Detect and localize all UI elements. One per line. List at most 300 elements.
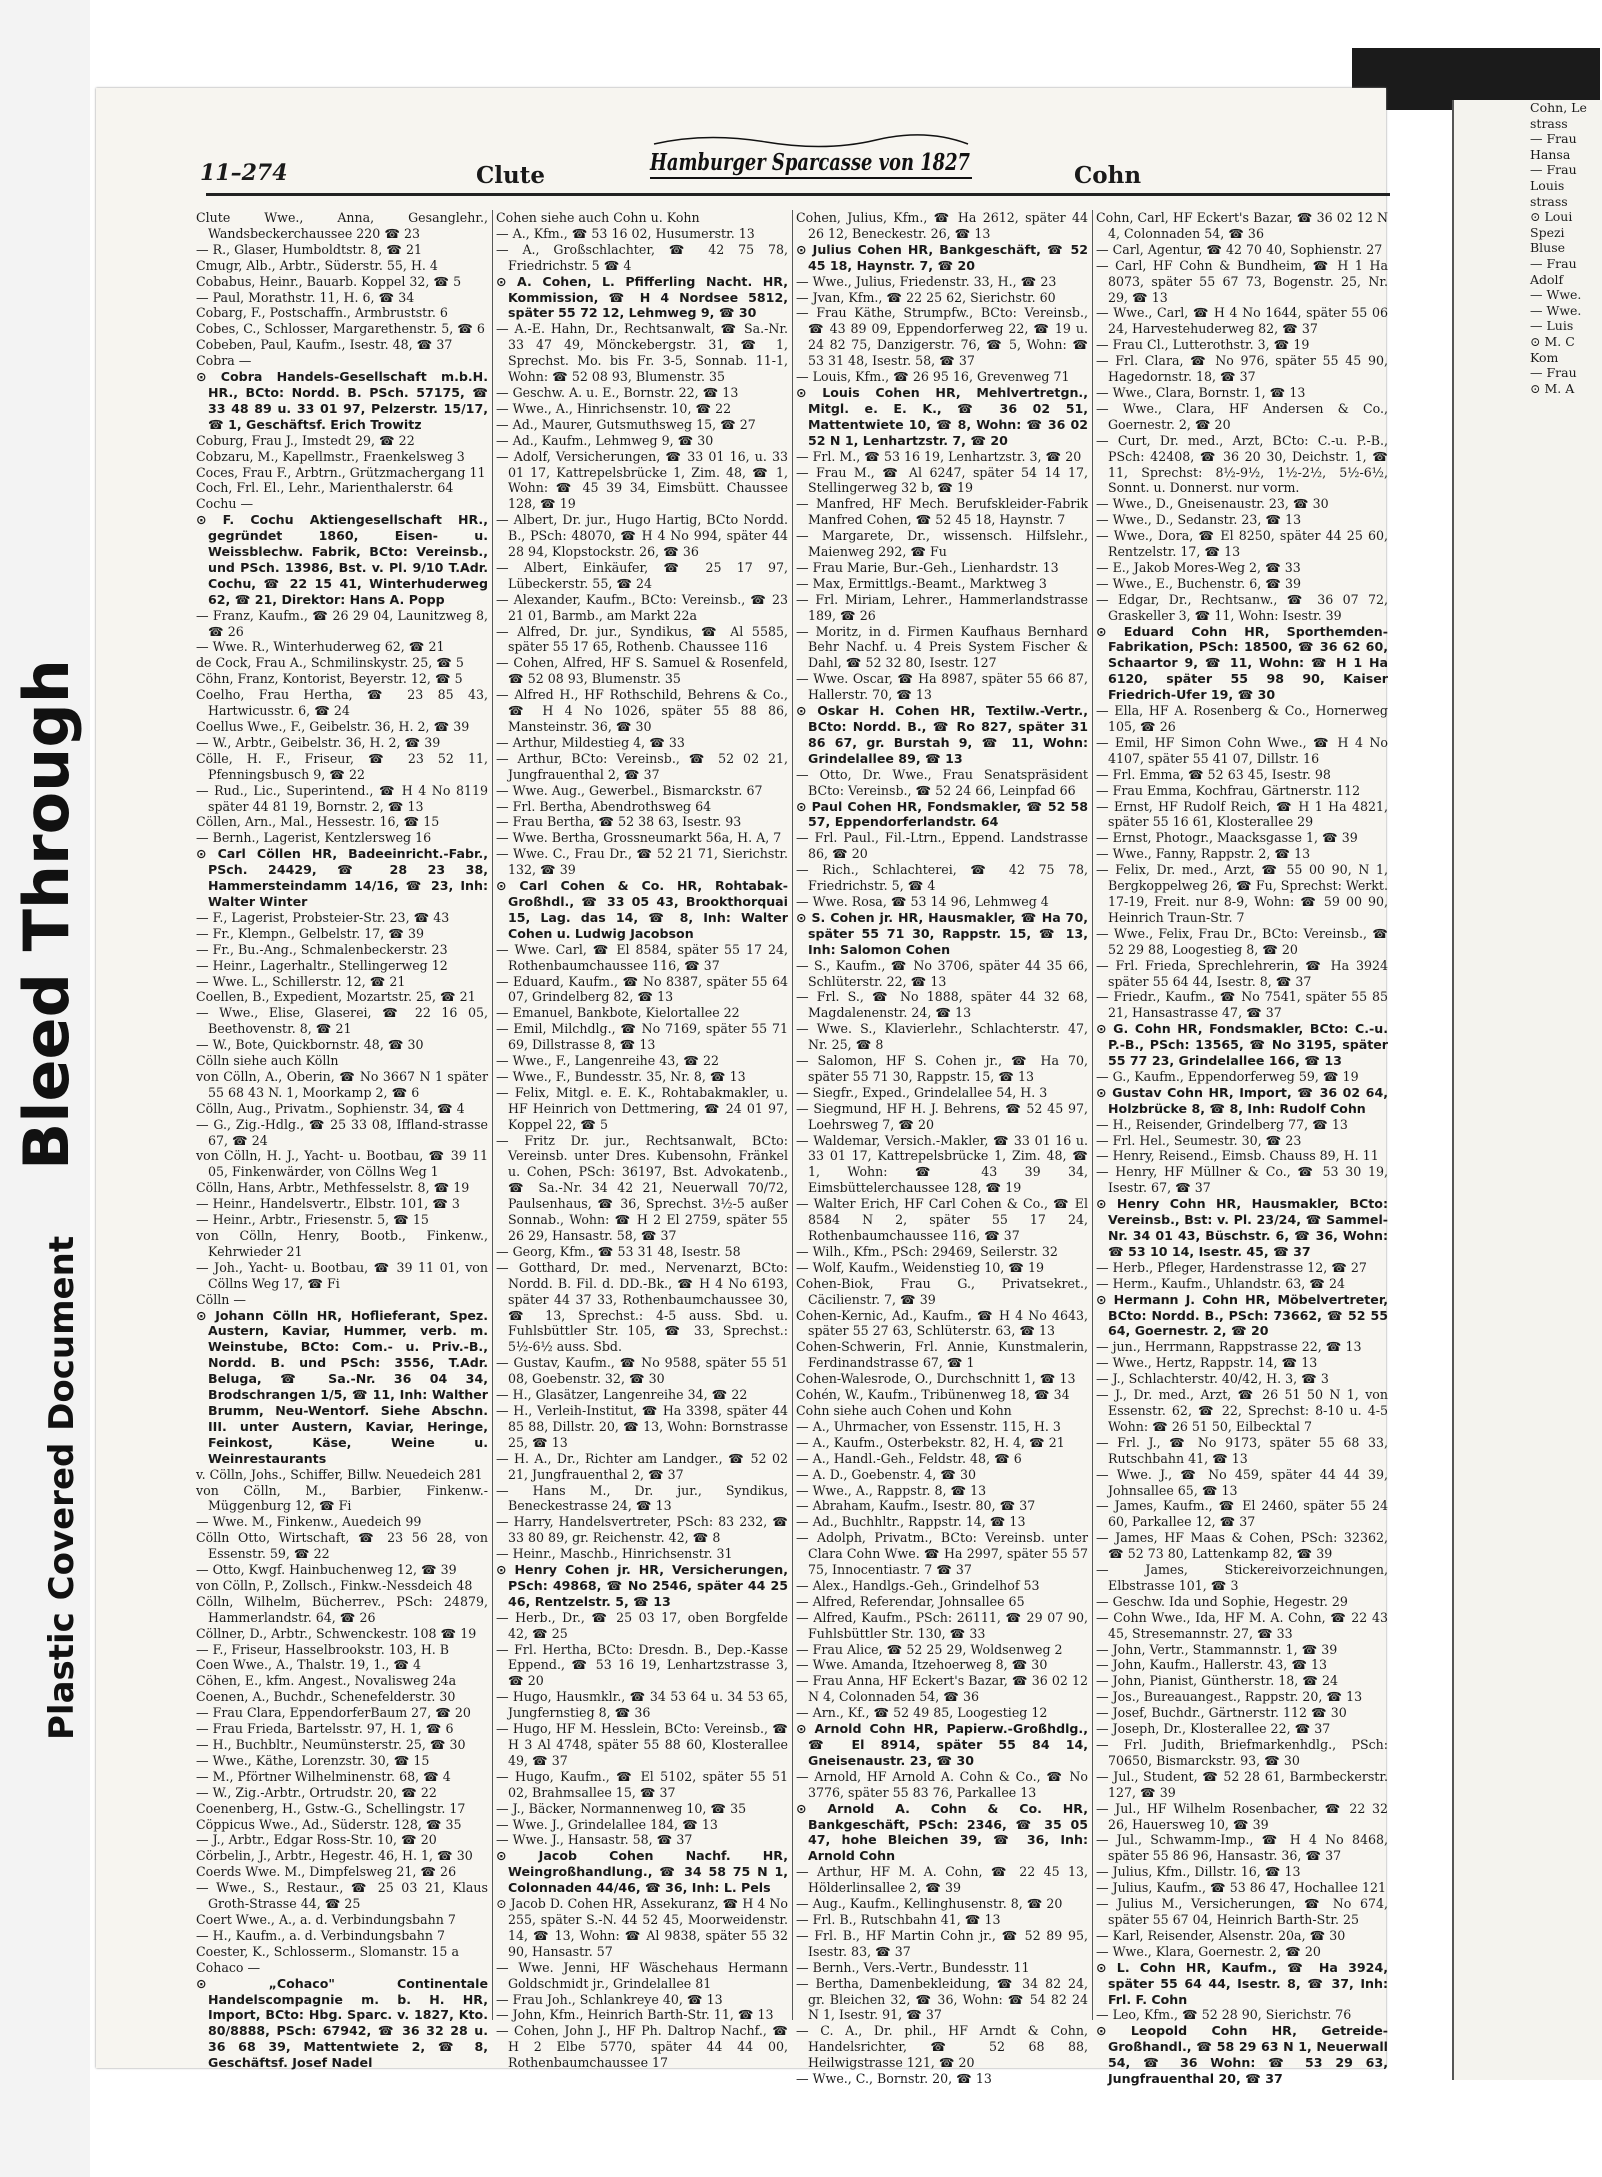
directory-entry: ⊙ Oskar H. Cohen HR, Textilw.-Vertr., BCto: Nordd. B., ☎ Ro 827, später 31 86 67, gr. Burstah 9, ☎ 11, Wohn: Grindelallee 89, ☎ 13 — [796, 703, 1088, 766]
directory-entry: — Jul., Schwamm-Imp., ☎ H 4 No 8468, später 55 86 96, Hansastr. 36, ☎ 37 — [1096, 1832, 1388, 1864]
directory-entry: — Wwe., Felix, Frau Dr., BCto: Vereinsb., ☎ 52 29 88, Loogestieg 8, ☎ 20 — [1096, 925, 1388, 957]
directory-columns — [196, 210, 1388, 2087]
directory-entry: — Frau Marie, Bur.-Geh., Lienhardstr. 13 — [796, 559, 1059, 575]
directory-entry: — Wwe. C., Frau Dr., ☎ 52 21 71, Sierichstr. 132, ☎ 39 — [496, 846, 788, 878]
logo-wordmark: Hamburger Sparcasse von 1827 — [649, 149, 970, 176]
directory-entry: — Bernh., Vers.-Vertr., Bundesstr. 11 — [796, 1959, 1030, 1975]
directory-entry: — Alex., Handlgs.-Geh., Grindelhof 53 — [796, 1577, 1040, 1593]
directory-entry: Coert Wwe., A., a. d. Verbindungsbahn 7 — [196, 1911, 456, 1927]
directory-entry: Cörbelin, J., Arbtr., Hegestr. 46, H. 1, ☎ 30 — [196, 1848, 473, 1864]
sliver-line: — Frau — [1530, 255, 1577, 271]
column-3 — [796, 210, 1088, 2087]
directory-entry: — Joseph, Dr., Klosterallee 22, ☎ 37 — [1096, 1721, 1331, 1737]
directory-entry: — Margarete, Dr., wissensch. Hilfslehr., Maienweg 292, ☎ Fu — [796, 528, 1088, 560]
directory-entry: ⊙ Jacob D. Cohen HR, Assekuranz, ☎ H 4 No 255, später S.-N. 44 52 45, Moorweidenstr. 14, ☎ 13, Wohn: ☎ Al 9838, später 55 32 90, Hansastr. 57 — [496, 1896, 788, 1959]
directory-entry: — Arn., Kf., ☎ 52 49 85, Loogestieg 12 — [796, 1705, 1048, 1721]
sliver-line: Bluse — [1530, 240, 1566, 256]
directory-entry: Cobarg, F., Postschaffn., Armbruststr. 6 — [196, 305, 448, 321]
directory-entry: — Friedr., Kaufm., ☎ No 7541, später 55 85 21, Hansastrasse 47, ☎ 37 — [1096, 989, 1388, 1021]
directory-entry: ⊙ Hermann J. Cohn HR, Möbelvertreter, BCto: Nordd. B., PSch: 73662, ☎ 52 55 64, Goernestr. 2, ☎ 20 — [1096, 1291, 1388, 1339]
directory-entry: — W., Zig.-Arbtr., Ortrudstr. 20, ☎ 22 — [196, 1784, 437, 1800]
directory-entry: — Heinr., Maschb., Hinrichsenstr. 31 — [496, 1546, 733, 1562]
sliver-line: — Wwe. — [1530, 302, 1582, 318]
sliver-line: — Wwe. — [1530, 287, 1582, 303]
directory-entry: — Wwe. Jenni, HF Wäschehaus Hermann Goldschmidt jr., Grindelallee 81 — [496, 1959, 788, 1991]
directory-entry: — Emanuel, Bankbote, Kielortallee 22 — [496, 1005, 740, 1021]
directory-entry: — Julius M., Versicherungen, ☎ No 674, später 55 67 04, Heinrich Barth-Str. 25 — [1096, 1896, 1388, 1927]
directory-entry: — A., Handl.-Geh., Feldstr. 48, ☎ 6 — [796, 1450, 1022, 1466]
directory-entry: — Frl. Paul., Fil.-Ltrn., Eppend. Landstrasse 86, ☎ 20 — [796, 830, 1088, 862]
directory-entry: — Waldemar, Versich.-Makler, ☎ 33 01 16 u. 33 01 17, Kattrepelsbrücke 1, Zim. 48, ☎ 1, Wohn: ☎ 43 39 34, Eimsbüttelerchaussee 128, ☎ 19 — [796, 1132, 1088, 1196]
directory-entry: — Salomon, HF S. Cohen jr., ☎ Ha 70, später 55 71 30, Rappstr. 15, ☎ 13 — [796, 1053, 1088, 1084]
directory-entry: — Wwe., Elise, Glaserei, ☎ 22 16 05, Beethovenstr. 8, ☎ 21 — [196, 1005, 488, 1037]
directory-entry: — Leo, Kfm., ☎ 52 28 90, Sierichstr. 76 — [1096, 2007, 1352, 2023]
directory-entry: — J., Dr. med., Arzt, ☎ 26 51 50 N 1, von Essenstr. 62, ☎ 22, Sprechst: 8-10 u. 4-5 Wohn: ☎ 26 51 50, Eilbecktal 7 — [1096, 1387, 1388, 1434]
directory-entry: — Josef, Buchdr., Gärtnerstr. 112 ☎ 30 — [1096, 1705, 1347, 1721]
sliver-line: — Luis — [1530, 318, 1574, 334]
directory-entry: Cochu — — [196, 496, 254, 512]
column-divider — [792, 210, 793, 2020]
directory-entry: — Alfred, Dr. jur., Syndikus, ☎ Al 5585, später 55 17 65, Rothenb. Chaussee 116 — [496, 623, 788, 655]
directory-entry: — Hans M., Dr. jur., Syndikus, Beneckestrasse 24, ☎ 13 — [496, 1482, 788, 1514]
directory-entry: — Herb., Dr., ☎ 25 03 17, oben Borgfelde 42, ☎ 25 — [496, 1609, 788, 1641]
directory-entry: — Franz, Kaufm., ☎ 26 29 04, Launitzweg 8, ☎ 26 — [196, 607, 488, 639]
sliver-line: ⊙ M. C — [1530, 333, 1575, 349]
directory-entry: Coellus Wwe., F., Geibelstr. 36, H. 2, ☎ 39 — [196, 719, 470, 734]
sliver-line: Kom — [1530, 349, 1559, 365]
directory-entry: Cobra — — [196, 353, 252, 369]
directory-entry: Cobeben, Paul, Kaufm., Isestr. 48, ☎ 37 — [196, 337, 453, 353]
directory-entry: ⊙ Johann Cölln HR, Hoflieferant, Spez. Austern, Kaviar, Hummer, verb. m. Weinstube, BCto: Com.- u. Priv.-B., Nordd. B. und PSch: 3556, T.Adr. Beluga, ☎ Sa.-Nr. 36 04 34, Brodschrangen 1/5, ☎ 11, Inh: Walther Brumm, Neu-Wentorf. Siehe Abschn. III. unter Austern, Kaviar, Heringe, Feinkost, Käse, Weine u. Weinrestaurants — [196, 1307, 488, 1466]
directory-entry: — Frl. Emma, ☎ 52 63 45, Isestr. 98 — [1096, 766, 1331, 782]
directory-entry: — Alfred H., HF Rothschild, Behrens & Co., ☎ H 4 No 1026, später 55 88 86, Mansteinstr. 36, ☎ 30 — [496, 687, 788, 734]
directory-entry: — Jul., Student, ☎ 52 28 61, Barmbeckerstr. 127, ☎ 39 — [1096, 1768, 1388, 1800]
directory-entry: — Frl. Bertha, Abendrothsweg 64 — [496, 798, 712, 814]
directory-entry: — W., Arbtr., Geibelstr. 36, H. 2, ☎ 39 — [196, 734, 441, 750]
directory-entry: — F., Friseur, Hasselbrookstr. 103, H. B — [196, 1641, 450, 1657]
column-1 — [196, 210, 488, 2071]
directory-entry: — Frl. M., ☎ 53 16 19, Lenhartzstr. 3, ☎ 20 — [796, 448, 1082, 464]
directory-entry: — Wwe., D., Gneisenaustr. 23, ☎ 30 — [1096, 496, 1329, 512]
directory-entry: ⊙ G. Cohn HR, Fondsmakler, BCto: C.-u. P.-B., PSch: 13565, ☎ No 3195, später 55 77 23, Grindelallee 166, ☎ 13 — [1096, 1021, 1388, 1069]
directory-entry: — H., Buchbltr., Neumünsterstr. 25, ☎ 30 — [196, 1737, 466, 1752]
directory-entry: Coelho, Frau Hertha, ☎ 23 85 43, Hartwicusstr. 6, ☎ 24 — [196, 687, 488, 719]
directory-entry: Cohen siehe auch Cohn u. Kohn — [496, 210, 700, 225]
directory-entry: Cohn, Carl, HF Eckert's Bazar, ☎ 36 02 12 N 4, Colonnaden 54, ☎ 36 — [1096, 210, 1388, 241]
directory-entry: von Cölln, P., Zollsch., Finkw.-Nessdeich 48 — [196, 1577, 473, 1593]
directory-entry: — H. A., Dr., Richter am Landger., ☎ 52 02 21, Jungfrauenthal 2, ☎ 37 — [496, 1450, 788, 1482]
directory-entry: Cölln, Wilhelm, Bücherrev., PSch: 24879, Hammerlandstr. 64, ☎ 26 — [196, 1593, 488, 1625]
directory-entry: — Heinr., Lagerhaltr., Stellingerweg 12 — [196, 957, 448, 973]
directory-entry: — James, HF Maas & Cohen, PSch: 32362, ☎ 52 73 80, Lattenkamp 82, ☎ 39 — [1096, 1530, 1388, 1562]
directory-entry: Cobzaru, M., Kapellmstr., Fraenkelsweg 3 — [196, 448, 465, 464]
directory-entry: — Felix, Mitgl. e. E. K., Rohtabakmakler, u. HF Heinrich von Dettmering, ☎ 24 01 97, Koppel 22, ☎ 5 — [496, 1084, 788, 1132]
directory-entry: — Wwe. M., Finkenw., Auedeich 99 — [196, 1514, 422, 1530]
directory-entry: — Geschw. A. u. E., Bornstr. 22, ☎ 13 — [496, 384, 739, 400]
directory-entry: — Abraham, Kaufm., Isestr. 80, ☎ 37 — [796, 1498, 1036, 1514]
directory-entry: Cobes, C., Schlosser, Margarethenstr. 5, ☎ 6 — [196, 321, 485, 337]
directory-entry: — Frl. B., HF Martin Cohn jr., ☎ 52 89 95, Isestr. 83, ☎ 37 — [796, 1927, 1088, 1959]
directory-entry: Cohen-Kernic, Ad., Kaufm., ☎ H 4 No 4643, später 55 27 63, Schlüterstr. 63, ☎ 13 — [796, 1307, 1088, 1339]
directory-entry: — Frau Bertha, ☎ 52 38 63, Isestr. 93 — [496, 814, 742, 830]
directory-entry: von Cölln, A., Oberin, ☎ No 3667 N 1 später 55 68 43 N. 1, Moorkamp 2, ☎ 6 — [196, 1068, 488, 1100]
directory-entry: Coellen, B., Expedient, Mozartstr. 25, ☎ 21 — [196, 989, 476, 1005]
directory-entry: — Henry, Reisend., Eimsb. Chauss 89, H. 11 — [1096, 1148, 1379, 1164]
directory-entry: — Frau Anna, HF Eckert's Bazar, ☎ 36 02 12 N 4, Colonnaden 54, ☎ 36 — [796, 1673, 1088, 1705]
directory-entry: Coenenberg, H., Gstw.-G., Schellingstr. 17 — [196, 1800, 466, 1816]
directory-entry: — Jul., HF Wilhelm Rosenbacher, ☎ 22 32 26, Hauersweg 10, ☎ 39 — [1096, 1800, 1388, 1832]
directory-entry: — Felix, Dr. med., Arzt, ☎ 55 00 90, N 1, Bergkoppelweg 26, ☎ Fu, Sprechst: Werkt. 17-19, Freit. nur 8-9, Wohn: ☎ 59 00 90, Heinrich Traun-Str. 7 — [1096, 862, 1388, 925]
directory-entry: ⊙ Jacob Cohen Nachf. HR, Weingroßhandlung., ☎ 34 58 75 N 1, Colonnaden 44/46, ☎ 36, Inh: L. Pels — [496, 1848, 788, 1896]
directory-entry: — Paul, Morathstr. 11, H. 6, ☎ 34 — [196, 289, 415, 305]
directory-entry: — Max, Ermittlgs.-Beamt., Marktweg 3 — [796, 575, 1047, 591]
sliver-line: Adolf — [1530, 271, 1564, 287]
directory-entry: — Frau M., ☎ Al 6247, später 54 14 17, Stellingerweg 32 b, ☎ 19 — [796, 464, 1088, 496]
directory-entry: — Wwe. J., ☎ No 459, später 44 44 39, Johnsallee 65, ☎ 13 — [1096, 1466, 1388, 1498]
directory-entry: — Carl, Agentur, ☎ 42 70 40, Sophienstr. 27 — [1096, 241, 1383, 257]
directory-entry: — F., Lagerist, Probsteier-Str. 23, ☎ 43 — [196, 909, 450, 925]
directory-entry: — Wwe. S., Klavierlehr., Schlachterstr. 47, Nr. 25, ☎ 8 — [796, 1021, 1088, 1053]
directory-entry: — Albert, Einkäufer, ☎ 25 17 97, Lübeckerstr. 55, ☎ 24 — [496, 559, 788, 591]
directory-entry: — Frl. Clara, ☎ No 976, später 55 45 90, Hagedornstr. 18, ☎ 37 — [1096, 353, 1388, 385]
directory-entry: Coerds Wwe. M., Dimpfelsweg 21, ☎ 26 — [196, 1864, 457, 1880]
directory-entry: — Geschw. Ida und Sophie, Hegestr. 29 — [1096, 1593, 1348, 1609]
directory-entry: ⊙ Gustav Cohn HR, Import, ☎ 36 02 64, Holzbrücke 8, ☎ 8, Inh: Rudolf Cohn — [1096, 1084, 1388, 1116]
directory-entry: Cobabus, Heinr., Bauarb. Koppel 32, ☎ 5 — [196, 273, 462, 289]
directory-entry: — Rich., Schlachterei, ☎ 42 75 78, Friedrichstr. 5, ☎ 4 — [796, 862, 1088, 894]
directory-entry: — Herb., Pfleger, Hardenstrasse 12, ☎ 27 — [1096, 1259, 1367, 1275]
directory-entry: — Frl. Judith, Briefmarkenhdlg., PSch: 70650, Bismarckstr. 93, ☎ 30 — [1096, 1737, 1388, 1768]
directory-entry: — Aug., Kaufm., Kellinghusenstr. 8, ☎ 20 — [796, 1896, 1063, 1912]
directory-entry: — James, Kaufm., ☎ El 2460, später 55 24 60, Parkallee 12, ☎ 37 — [1096, 1498, 1388, 1530]
directory-entry: — Emil, HF Simon Cohn Wwe., ☎ H 4 No 4107, später 55 41 07, Dillstr. 16 — [1096, 734, 1388, 766]
directory-entry: — Bertha, Damenbekleidung, ☎ 34 82 24, gr. Bleichen 32, ☎ 36, Wohn: ☎ 54 82 24 N 1, Isestr. 91, ☎ 37 — [796, 1975, 1088, 2023]
directory-entry: — Wwe., Julius, Friedenstr. 33, H., ☎ 23 — [796, 273, 1057, 289]
directory-entry: v. Cölln, Johs., Schiffer, Billw. Neuedeich 281 — [196, 1466, 483, 1482]
sliver-line: — Frau — [1530, 131, 1577, 147]
directory-entry: — J., Bäcker, Normannenweg 10, ☎ 35 — [496, 1800, 747, 1816]
directory-entry: — Arnold, HF Arnold A. Cohn & Co., ☎ No 3776, später 55 83 76, Parkallee 13 — [796, 1768, 1088, 1800]
directory-entry: Coch, Frl. El., Lehr., Marienthalerstr. 64 — [196, 480, 454, 496]
directory-entry: Cohén, W., Kaufm., Tribünenweg 18, ☎ 34 — [796, 1387, 1070, 1403]
directory-entry: — Frl. B., Rutschbahn 41, ☎ 13 — [796, 1911, 1001, 1927]
directory-entry: Cmugr, Alb., Arbtr., Süderstr. 55, H. 4 — [196, 257, 438, 273]
directory-entry: — J., Arbtr., Edgar Ross-Str. 10, ☎ 20 — [196, 1832, 437, 1848]
directory-entry: Cölln, Hans, Arbtr., Methfesselstr. 8, ☎ 19 — [196, 1180, 470, 1196]
directory-entry: — Otto, Kwgf. Hainbuchenweg 12, ☎ 39 — [196, 1562, 457, 1578]
header-left-keyword: Clute — [476, 162, 546, 189]
sliver-line: Louis — [1530, 177, 1565, 193]
directory-entry: — Eduard, Kaufm., ☎ No 8387, später 55 64 07, Grindelberg 82, ☎ 13 — [496, 973, 788, 1005]
directory-entry: — Edgar, Dr., Rechtsanw., ☎ 36 07 72, Graskeller 3, ☎ 11, Wohn: Isestr. 39 — [1096, 591, 1388, 623]
directory-entry: — Wwe. Bertha, Grossneumarkt 56a, H. A, 7 — [496, 830, 782, 846]
directory-entry: Coburg, Frau J., Imstedt 29, ☎ 22 — [196, 432, 415, 448]
directory-entry: — Fritz Dr. jur., Rechtsanwalt, BCto: Vereinsb. unter Dres. Kubensohn, Fränkel u. Cohen, PSch: 36197, Bst. Advokatenb., ☎ Sa.-Nr. 34 42 21, Neuerwall 70/72, Paulsenhaus, ☎ 36, Sprechst. 3½-5 außer Sonnab., Wohn: ☎ H 2 El 2759, später 55 26 29, Hansastr. 58, ☎ 37 — [496, 1132, 788, 1243]
directory-entry: — Henry, HF Müllner & Co., ☎ 53 30 19, Isestr. 67, ☎ 37 — [1096, 1164, 1388, 1196]
directory-entry: — G., Kaufm., Eppendorferweg 59, ☎ 19 — [1096, 1068, 1359, 1084]
directory-entry: — Wwe. L., Schillerstr. 12, ☎ 21 — [196, 973, 406, 989]
directory-entry: — Cohen, Alfred, HF S. Samuel & Rosenfeld, ☎ 52 08 93, Blumenstr. 35 — [496, 655, 788, 687]
directory-entry: — Arthur, Mildestieg 4, ☎ 33 — [496, 734, 685, 750]
directory-entry: — Georg, Kfm., ☎ 53 31 48, Isestr. 58 — [496, 1243, 741, 1259]
directory-entry: — Frl. Hertha, BCto: Dresdn. B., Dep.-Kasse Eppend., ☎ 53 16 19, Lenhartzstrasse 3, ☎ 20 — [496, 1641, 788, 1689]
directory-entry: — H., Reisender, Grindelberg 77, ☎ 13 — [1096, 1116, 1348, 1132]
directory-entry: — Julius, Kfm., Dillstr. 16, ☎ 13 — [1096, 1864, 1301, 1880]
directory-entry: Cöllner, D., Arbtr., Schwenckestr. 108 ☎ 19 — [196, 1625, 477, 1641]
directory-entry: — A.-E. Hahn, Dr., Rechtsanwalt, ☎ Sa.-Nr. 33 47 49, Mönckebergstr. 31, ☎ 1, Sprechst. Mo. bis Fr. 3-5, Sonnab. 11-1, Wohn: ☎ 52 08 93, Blumenstr. 35 — [496, 321, 788, 385]
directory-entry: — Wwe., Klara, Goernestr. 2, ☎ 20 — [1096, 1943, 1321, 1959]
column-4 — [1096, 210, 1388, 2087]
directory-entry: — H., Kaufm., a. d. Verbindungsbahn 7 — [196, 1927, 446, 1943]
directory-entry: — Arthur, BCto: Vereinsb., ☎ 52 02 21, Jungfrauenthal 2, ☎ 37 — [496, 750, 788, 782]
sliver-line: strass — [1530, 115, 1568, 131]
directory-entry: — E., Jakob Mores-Weg 2, ☎ 33 — [1096, 559, 1301, 575]
directory-entry: Cöppicus Wwe., Ad., Süderstr. 128, ☎ 35 — [196, 1816, 462, 1832]
directory-entry: Cölln Otto, Wirtschaft, ☎ 23 56 28, von Essenstr. 59, ☎ 22 — [196, 1530, 488, 1562]
directory-entry: — Frl. J., ☎ No 9173, später 55 68 33, Rutschbahn 41, ☎ 13 — [1096, 1434, 1388, 1466]
directory-entry: — Karl, Reisender, Alsenstr. 20a, ☎ 30 — [1096, 1927, 1346, 1943]
directory-entry: — Wwe., S., Restaur., ☎ 25 03 21, Klaus Groth-Strasse 44, ☎ 25 — [196, 1880, 488, 1912]
directory-entry: — Jos., Bureauangest., Rappstr. 20, ☎ 13 — [1096, 1689, 1363, 1705]
directory-entry: — Frau Alice, ☎ 52 25 29, Woldsenweg 2 — [796, 1641, 1063, 1657]
directory-entry: — Gustav, Kaufm., ☎ No 9588, später 55 51 08, Goebenstr. 32, ☎ 30 — [496, 1355, 788, 1387]
directory-entry: Cohaco — — [196, 1959, 261, 1975]
directory-entry: — Fr., Klempn., Gelbelstr. 17, ☎ 39 — [196, 925, 424, 941]
directory-entry: ⊙ Louis Cohen HR, Mehlvertretgn., Mitgl. e. E. K., ☎ 36 02 51, Mattentwiete 10, ☎ 8, Wohn: ☎ 36 02 52 N 1, Lenhartzstr. 7, ☎ 20 — [796, 384, 1088, 448]
directory-entry: Cöhn, Franz, Kontorist, Beyerstr. 12, ☎ 5 — [196, 671, 463, 687]
directory-entry: — Frau Frieda, Bartelsstr. 97, H. 1, ☎ 6 — [196, 1721, 454, 1737]
directory-entry: — Wwe., E., Buchenstr. 6, ☎ 39 — [1096, 575, 1301, 591]
directory-entry: — Ad., Maurer, Gutsmuthsweg 15, ☎ 27 — [496, 416, 756, 432]
sliver-line: ⊙ Loui — [1530, 209, 1573, 225]
directory-entry: — Wwe. Rosa, ☎ 53 14 96, Lehmweg 4 — [796, 893, 1049, 909]
directory-entry: — Rud., Lic., Superintend., ☎ H 4 No 8119 später 44 81 19, Bornstr. 2, ☎ 13 — [196, 782, 488, 814]
plastic-covered-label: Plastic Covered Document — [42, 1235, 82, 1740]
directory-entry: — Curt, Dr. med., Arzt, BCto: C.-u. P.-B., PSch: 42408, ☎ 36 20 30, Deichstr. 1, ☎ 11, Sprechst: 8½-9½, 1½-2½, 5½-6½, Sonnt. u. Donnerst. nur vorm. — [1096, 432, 1388, 496]
directory-entry: Clute Wwe., Anna, Gesanglehr., Wandsbeckerchaussee 220 ☎ 23 — [196, 210, 488, 241]
header-rule — [206, 193, 1390, 196]
directory-entry: — Wwe. Oscar, ☎ Ha 8987, später 55 66 87, Hallerstr. 70, ☎ 13 — [796, 671, 1088, 703]
sliver-line: Spezi — [1530, 224, 1565, 240]
directory-entry: — G., Zig.-Hdlg., ☎ 25 33 08, Iffland-strasse 67, ☎ 24 — [196, 1116, 488, 1148]
directory-entry: — Wwe., F., Bundesstr. 35, Nr. 8, ☎ 13 — [496, 1068, 746, 1084]
sliver-line: — Frau — [1530, 162, 1577, 178]
directory-entry: — Wwe., Hertz, Rappstr. 14, ☎ 13 — [1096, 1355, 1318, 1371]
directory-entry: — Adolf, Versicherungen, ☎ 33 01 16, u. 33 01 17, Kattrepelsbrücke 1, Zim. 48, ☎ 1, Wohn: ☎ 45 39 34, Eimsbütt. Chaussee 128, ☎ 19 — [496, 448, 788, 512]
directory-entry: — Wwe., F., Langenreihe 43, ☎ 22 — [496, 1053, 719, 1069]
directory-entry: Coester, K., Schlosserm., Slomanstr. 15 a — [196, 1943, 459, 1959]
directory-entry: ⊙ Carl Cohen & Co. HR, Rohtabak-Großhdl., ☎ 33 05 43, Brookthorquai 15, Lag. das 14, ☎ 8, Inh: Walter Cohen u. Ludwig Jacobson — [496, 878, 788, 941]
directory-entry: Coces, Frau F., Arbtrn., Grützmachergang 11 — [196, 464, 486, 480]
directory-entry: de Cock, Frau A., Schmilinskystr. 25, ☎ 5 — [196, 655, 464, 671]
directory-entry: — Hugo, Kaufm., ☎ El 5102, später 55 51 02, Brahmsallee 15, ☎ 37 — [496, 1768, 788, 1800]
directory-entry: — Ad., Buchhltr., Rappstr. 14, ☎ 13 — [796, 1514, 1026, 1530]
directory-entry: — A. D., Goebenstr. 4, ☎ 30 — [796, 1466, 976, 1482]
directory-entry: — W., Bote, Quickbornstr. 48, ☎ 30 — [196, 1037, 424, 1053]
directory-entry: ⊙ Arnold A. Cohn & Co. HR, Bankgeschäft, PSch: 2346, ☎ 35 05 47, hohe Bleichen 39, ☎ 36, Inh: Arnold Cohn — [796, 1800, 1088, 1864]
directory-entry: — Wwe., A., Rappstr. 8, ☎ 13 — [796, 1482, 987, 1498]
directory-entry: — J., Schlachterstr. 40/42, H. 3, ☎ 3 — [1096, 1371, 1329, 1387]
directory-entry: — Julius, Kaufm., ☎ 53 86 47, Hochallee 121 — [1096, 1880, 1387, 1896]
directory-entry: — Herm., Kaufm., Uhlandstr. 63, ☎ 24 — [1096, 1275, 1345, 1291]
directory-entry: Cöhen, E., kfm. Angest., Novalisweg 24a — [196, 1673, 457, 1689]
column-divider — [492, 210, 493, 2020]
directory-entry: ⊙ F. Cochu Aktiengesellschaft HR., gegründet 1860, Eisen- u. Weissblechw. Fabrik, BCto: Vereinsb., und PSch. 13986, Bst. v. Pl. 9/10 T.Adr. Cochu, ☎ 22 15 41, Winterhuderweg 62, ☎ 21, Direktor: Hans A. Popp — [196, 512, 488, 607]
directory-entry: — R., Glaser, Humboldtstr. 8, ☎ 21 — [196, 241, 422, 257]
directory-entry: ⊙ Henry Cohn HR, Hausmakler, BCto: Vereinsb., Bst: v. Pl. 23/24, ☎ Sammel-Nr. 34 01 43, Büschstr. 6, ☎ 36, Wohn: ☎ 53 10 14, Isestr. 45, ☎ 37 — [1096, 1196, 1388, 1259]
directory-entry: — Wwe. R., Winterhuderweg 62, ☎ 21 — [196, 639, 445, 655]
directory-entry: — A., Großschlachter, ☎ 42 75 78, Friedrichstr. 5 ☎ 4 — [496, 241, 788, 273]
directory-entry: — Frl. Hel., Seumestr. 30, ☎ 23 — [1096, 1132, 1302, 1148]
directory-entry: — Wwe., Käthe, Lorenzstr. 30, ☎ 15 — [196, 1752, 430, 1768]
sliver-line: Cohn, Le — [1530, 100, 1587, 115]
directory-entry: Cölln — — [196, 1291, 246, 1307]
sparcasse-logo — [646, 126, 976, 196]
directory-entry: Cöllen, Arn., Mal., Hessestr. 16, ☎ 15 — [196, 814, 440, 830]
directory-entry: ⊙ Cobra Handels-Gesellschaft m.b.H. HR., BCto: Nordd. B. PSch. 57175, ☎ 33 48 89 u. 33 01 97, Pelzerstr. 15/17, ☎ 1, Geschäftsf. Erich Trowitz — [196, 369, 488, 432]
directory-entry: ⊙ A. Cohen, L. Pfifferling Nacht. HR, Kommission, ☎ H 4 Nordsee 5812, später 55 72 12, Lehmweg 9, ☎ 30 — [496, 273, 788, 321]
sliver-line: — Frau — [1530, 365, 1577, 381]
page-header — [110, 100, 1380, 195]
directory-entry: — Jvan, Kfm., ☎ 22 25 62, Sierichstr. 60 — [796, 289, 1056, 305]
directory-entry: — Wwe. Aug., Gewerbel., Bismarckstr. 67 — [496, 782, 763, 798]
sliver-line: ⊙ M. A — [1530, 380, 1575, 396]
directory-entry: — Frl. Miriam, Lehrer., Hammerlandstrasse 189, ☎ 26 — [796, 591, 1088, 623]
directory-entry: — Alfred, Kaufm., PSch: 26111, ☎ 29 07 90, Fuhlsbüttler Str. 130, ☎ 33 — [796, 1609, 1088, 1641]
directory-entry: — Bernh., Lagerist, Kentzlersweg 16 — [196, 830, 432, 846]
directory-entry: Cohen, Julius, Kfm., ☎ Ha 2612, später 44 26 12, Beneckestr. 26, ☎ 13 — [796, 210, 1088, 241]
directory-entry: Cölle, H. F., Friseur, ☎ 23 52 11, Pfenningsbusch 9, ☎ 22 — [196, 750, 488, 782]
directory-entry: ⊙ Julius Cohen HR, Bankgeschäft, ☎ 52 45 18, Haynstr. 7, ☎ 20 — [796, 241, 1088, 273]
directory-entry: — Frl. Frieda, Sprechlehrerin, ☎ Ha 3924 später 55 64 44, Isestr. 8, ☎ 37 — [1096, 957, 1388, 989]
directory-entry: ⊙ Henry Cohen jr. HR, Versicherungen, PSch: 49868, ☎ No 2546, später 44 25 46, Rentzelstr. 5, ☎ 13 — [496, 1562, 788, 1609]
directory-entry: — Emil, Milchdlg., ☎ No 7169, später 55 71 69, Dillstrasse 8, ☎ 13 — [496, 1021, 788, 1053]
directory-entry: — Wolf, Kaufm., Weidenstieg 10, ☎ 19 — [796, 1259, 1044, 1275]
directory-entry: — C. A., Dr. phil., HF Arndt & Cohn, Handelsrichter, ☎ 52 68 88, Heilwigstrasse 121, ☎ 20 — [796, 2023, 1088, 2071]
directory-entry: Cohen-Biok, Frau G., Privatsekret., Cäcilienstr. 7, ☎ 39 — [796, 1275, 1088, 1307]
directory-entry: — Otto, Dr. Wwe., Frau Senatspräsident BCto: Vereinsb., ☎ 52 24 66, Leinpfad 66 — [796, 766, 1088, 798]
sliver-line: Hansa — [1530, 146, 1571, 162]
directory-entry: — Wwe., D., Sedanstr. 23, ☎ 13 — [1096, 512, 1302, 528]
directory-entry: — Wwe., C., Bornstr. 20, ☎ 13 — [796, 2071, 992, 2087]
directory-entry: — Albert, Dr. jur., Hugo Hartig, BCto Nordd. B., PSch: 48070, ☎ H 4 No 994, später 44 28 94, Klopstockstr. 26, ☎ 36 — [496, 512, 788, 560]
directory-entry: von Cölln, H. J., Yacht- u. Bootbau, ☎ 39 11 05, Finkenwärder, von Cöllns Weg 1 — [196, 1148, 488, 1180]
directory-entry: — Frau Käthe, Strumpfw., BCto: Vereinsb., ☎ 43 89 09, Eppendorferweg 22, ☎ 19 u. 24 82 75, Danzigerstr. 76, ☎ 5, Wohn: ☎ 53 31 48, Isestr. 58, ☎ 37 — [796, 305, 1088, 369]
directory-entry: Cohn siehe auch Cohen und Kohn — [796, 1402, 1012, 1418]
directory-entry: Cölln, Aug., Privatm., Sophienstr. 34, ☎ 4 — [196, 1100, 465, 1116]
directory-entry: — Wwe. Carl, ☎ El 8584, später 55 17 24, Rothenbaumchaussee 116, ☎ 37 — [496, 941, 788, 973]
page-number: 11–274 — [200, 160, 288, 186]
directory-entry: — Hugo, Hausmklr., ☎ 34 53 64 u. 34 53 65, Jungfernstieg 8, ☎ 36 — [496, 1689, 788, 1721]
directory-entry: — Alexander, Kaufm., BCto: Vereinsb., ☎ 23 21 01, Barmb., am Markt 22a — [496, 591, 788, 623]
directory-entry: Cohen-Walesrode, O., Durchschnitt 1, ☎ 13 — [796, 1371, 1076, 1387]
directory-entry: — Siegfr., Exped., Grindelallee 54, H. 3 — [796, 1084, 1048, 1100]
directory-entry: — Fr., Bu.-Ang., Schmalenbeckerstr. 23 — [196, 941, 448, 957]
directory-entry: — Louis, Kfm., ☎ 26 95 16, Grevenweg 71 — [796, 369, 1070, 385]
directory-entry: — Frau Clara, EppendorferBaum 27, ☎ 20 — [196, 1705, 471, 1721]
directory-entry: — A., Uhrmacher, von Essenstr. 115, H. 3 — [796, 1418, 1061, 1434]
directory-entry: — Heinr., Arbtr., Friesenstr. 5, ☎ 15 — [196, 1212, 429, 1228]
directory-entry: — Ernst, HF Rudolf Reich, ☎ H 1 Ha 4821, später 55 16 61, Klosterallee 29 — [1096, 798, 1388, 830]
directory-entry: Coenen, A., Buchdr., Schenefelderstr. 30 — [196, 1689, 456, 1705]
directory-entry: — Frau Joh., Schlankreye 40, ☎ 13 — [496, 1991, 723, 2007]
directory-entry: — John, Kfm., Heinrich Barth-Str. 11, ☎ 13 — [496, 2007, 774, 2023]
directory-entry: — Joh., Yacht- u. Bootbau, ☎ 39 11 01, von Cöllns Weg 17, ☎ Fi — [196, 1259, 488, 1291]
sliver-line: strass — [1530, 193, 1568, 209]
directory-entry: — John, Vertr., Stammannstr. 1, ☎ 39 — [1096, 1641, 1338, 1657]
directory-entry: ⊙ Leopold Cohn HR, Getreide-Großhandl., ☎ 58 29 63 N 1, Neuerwall 54, ☎ 36 Wohn: ☎ 53 29 63, Jungfrauenthal 20, ☎ 37 — [1096, 2023, 1388, 2087]
directory-entry: — Wilh., Kfm., PSch: 29469, Seilerstr. 32 — [796, 1243, 1058, 1259]
directory-entry: — Gotthard, Dr. med., Nervenarzt, BCto: Nordd. B. Fil. d. DD.-Bk., ☎ H 4 No 6193, später 44 37 33, Rothenbaumchaussee 30, ☎ 13, Sprechst.: 4-5 auss. Sbd. u. Fuhlsbüttler Str. 105, ☎ 33, Sprechst.: 5½-6½ auss. Sbd. — [496, 1259, 788, 1355]
directory-entry: — A., Kaufm., Osterbekstr. 82, H. 4, ☎ 21 — [796, 1434, 1065, 1450]
directory-entry: — Walter Erich, HF Carl Cohen & Co., ☎ El 8584 N 2, später 55 17 24, Rothenbaumchaussee 116, ☎ 37 — [796, 1196, 1088, 1243]
directory-entry: — Cohn Wwe., Ida, HF M. A. Cohn, ☎ 22 43 45, Stresemannstr. 27, ☎ 33 — [1096, 1609, 1388, 1641]
directory-entry: Cohen-Schwerin, Frl. Annie, Kunstmalerin, Ferdinandstrasse 67, ☎ 1 — [796, 1339, 1088, 1371]
column-2 — [496, 210, 788, 2071]
directory-entry: — Hugo, HF M. Hesslein, BCto: Vereinsb., ☎ H 3 Al 4748, später 55 88 60, Klosterallee 49, ☎ 37 — [496, 1721, 788, 1768]
directory-entry: — Arthur, HF M. A. Cohn, ☎ 22 45 13, Hölderlinsallee 2, ☎ 39 — [796, 1864, 1088, 1896]
directory-entry: — Wwe. Amanda, Itzehoerweg 8, ☎ 30 — [796, 1657, 1048, 1673]
directory-entry: — John, Pianist, Güntherstr. 18, ☎ 24 — [1096, 1673, 1338, 1689]
directory-entry: — Wwe. J., Hansastr. 58, ☎ 37 — [496, 1832, 693, 1848]
directory-entry: — Wwe., Fanny, Rappstr. 2, ☎ 13 — [1096, 846, 1311, 862]
bleed-through-label: Bleed Through — [10, 659, 83, 1170]
header-right-keyword: Cohn — [1074, 162, 1142, 189]
directory-entry: — James, Stickereivorzeichnungen, Elbstrasse 101, ☎ 3 — [1096, 1562, 1388, 1593]
column-divider — [1092, 210, 1093, 2020]
directory-entry: — Manfred, HF Mech. Berufskleider-Fabrik Manfred Cohen, ☎ 52 45 18, Haynstr. 7 — [796, 496, 1088, 528]
directory-entry: ⊙ S. Cohen jr. HR, Hausmakler, ☎ Ha 70, später 55 71 30, Rappstr. 15, ☎ 13, Inh: Salomon Cohen — [796, 909, 1088, 957]
directory-entry: — Frau Cl., Lutterothstr. 3, ☎ 19 — [1096, 337, 1310, 353]
directory-entry: — Siegmund, HF H. J. Behrens, ☎ 52 45 97, Loehrsweg 7, ☎ 20 — [796, 1100, 1088, 1132]
directory-entry: — M., Pförtner Wilhelminenstr. 68, ☎ 4 — [196, 1768, 451, 1784]
directory-entry: — Wwe., Carl, ☎ H 4 No 1644, später 55 06 24, Harvestehuderweg 82, ☎ 37 — [1096, 305, 1388, 337]
directory-entry: — A., Kfm., ☎ 53 16 02, Husumerstr. 13 — [496, 225, 755, 241]
directory-entry: Coen Wwe., A., Thalstr. 19, 1., ☎ 4 — [196, 1657, 422, 1673]
directory-entry: ⊙ „Cohaco" Continentale Handelscompagnie m. b. H. HR, Import, BCto: Hbg. Sparc. v. 1827, Kto. 80/8888, PSch: 67942, ☎ 36 32 28 u. 36 68 39, Mattentwiete 2, ☎ 8, Geschäftsf. Josef Nadel — [196, 1975, 488, 2071]
directory-entry: ⊙ Arnold Cohn HR, Papierw.-Großhdlg., ☎ El 8914, später 55 84 14, Gneisenaustr. 23, ☎ 30 — [796, 1721, 1088, 1768]
directory-entry: — Wwe., Clara, HF Andersen & Co., Goernestr. 2, ☎ 20 — [1096, 400, 1388, 432]
directory-entry: — Frau Emma, Kochfrau, Gärtnerstr. 112 — [1096, 782, 1361, 798]
directory-entry: — Wwe., A., Hinrichsenstr. 10, ☎ 22 — [496, 400, 732, 416]
directory-entry: ⊙ Eduard Cohn HR, Sporthemden-Fabrikation, PSch: 18500, ☎ 36 62 60, Schaartor 9, ☎ 11, Wohn: ☎ H 1 Ha 6120, später 55 98 90, Kaiser Friedrich-Ufer 19, ☎ 30 — [1096, 623, 1388, 703]
directory-entry: — H., Verleih-Institut, ☎ Ha 3398, später 44 85 88, Dillstr. 20, ☎ 13, Wohn: Bornstrasse 25, ☎ 13 — [496, 1402, 788, 1450]
directory-entry: — Wwe., Dora, ☎ El 8250, später 44 25 60, Rentzelstr. 17, ☎ 13 — [1096, 528, 1388, 560]
directory-entry: — Ad., Kaufm., Lehmweg 9, ☎ 30 — [496, 432, 714, 448]
directory-entry: — Frl. S., ☎ No 1888, später 44 32 68, Magdalenenstr. 24, ☎ 13 — [796, 989, 1088, 1021]
directory-entry: — S., Kaufm., ☎ No 3706, später 44 35 66, Schlüterstr. 22, ☎ 13 — [796, 957, 1088, 989]
directory-entry: — Ella, HF A. Rosenberg & Co., Hornerweg 105, ☎ 26 — [1096, 703, 1388, 734]
directory-entry: ⊙ Carl Cöllen HR, Badeeinricht.-Fabr., PSch. 24429, ☎ 28 23 38, Hammersteindamm 14/16, ☎ 23, Inh: Walter Winter — [196, 846, 488, 909]
directory-entry: Cölln siehe auch Kölln — [196, 1053, 339, 1069]
directory-entry: von Cölln, Henry, Bootb., Finkenw., Kehrwieder 21 — [196, 1228, 488, 1259]
adjacent-page-sliver — [1452, 100, 1602, 2080]
directory-entry: — H., Glasätzer, Langenreihe 34, ☎ 22 — [496, 1387, 748, 1403]
directory-entry: — Ernst, Photogr., Maacksgasse 1, ☎ 39 — [1096, 830, 1358, 846]
directory-entry: — Cohen, John J., HF Ph. Daltrop Nachf., ☎ H 2 Elbe 5770, später 44 44 00, Rothenbaumchaussee 17 — [496, 2023, 788, 2071]
directory-entry: ⊙ L. Cohn HR, Kaufm., ☎ Ha 3924, später 55 64 44, Isestr. 8, ☎ 37, Inh: Frl. F. Cohn — [1096, 1959, 1388, 2007]
directory-entry: — Heinr., Handelsvertr., Elbstr. 101, ☎ 3 — [196, 1196, 460, 1212]
directory-entry: — Wwe. J., Grindelallee 184, ☎ 13 — [496, 1816, 718, 1832]
directory-entry: — Alfred, Referendar, Johnsallee 65 — [796, 1593, 1025, 1609]
directory-entry: von Cölln, M., Barbier, Finkenw.-Müggenburg 12, ☎ Fi — [196, 1482, 488, 1514]
directory-entry: — Adolph, Privatm., BCto: Vereinsb. unter Clara Cohn Wwe. ☎ Ha 2997, später 55 57 75, Innocentiastr. 7 ☎ 37 — [796, 1530, 1088, 1578]
directory-entry: — Harry, Handelsvertreter, PSch: 83 232, ☎ 33 80 89, gr. Reichenstr. 42, ☎ 8 — [496, 1514, 788, 1546]
directory-entry: — Moritz, in d. Firmen Kaufhaus Bernhard Behr Nachf. u. 4 Preis System Fischer & Dahl, ☎ 52 32 80, Isestr. 127 — [796, 623, 1088, 671]
directory-entry: ⊙ Paul Cohen HR, Fondsmakler, ☎ 52 58 57, Eppendorferlandstr. 64 — [796, 798, 1088, 830]
directory-entry: — John, Kaufm., Hallerstr. 43, ☎ 13 — [1096, 1657, 1328, 1673]
directory-entry: — jun., Herrmann, Rappstrasse 22, ☎ 13 — [1096, 1339, 1362, 1355]
